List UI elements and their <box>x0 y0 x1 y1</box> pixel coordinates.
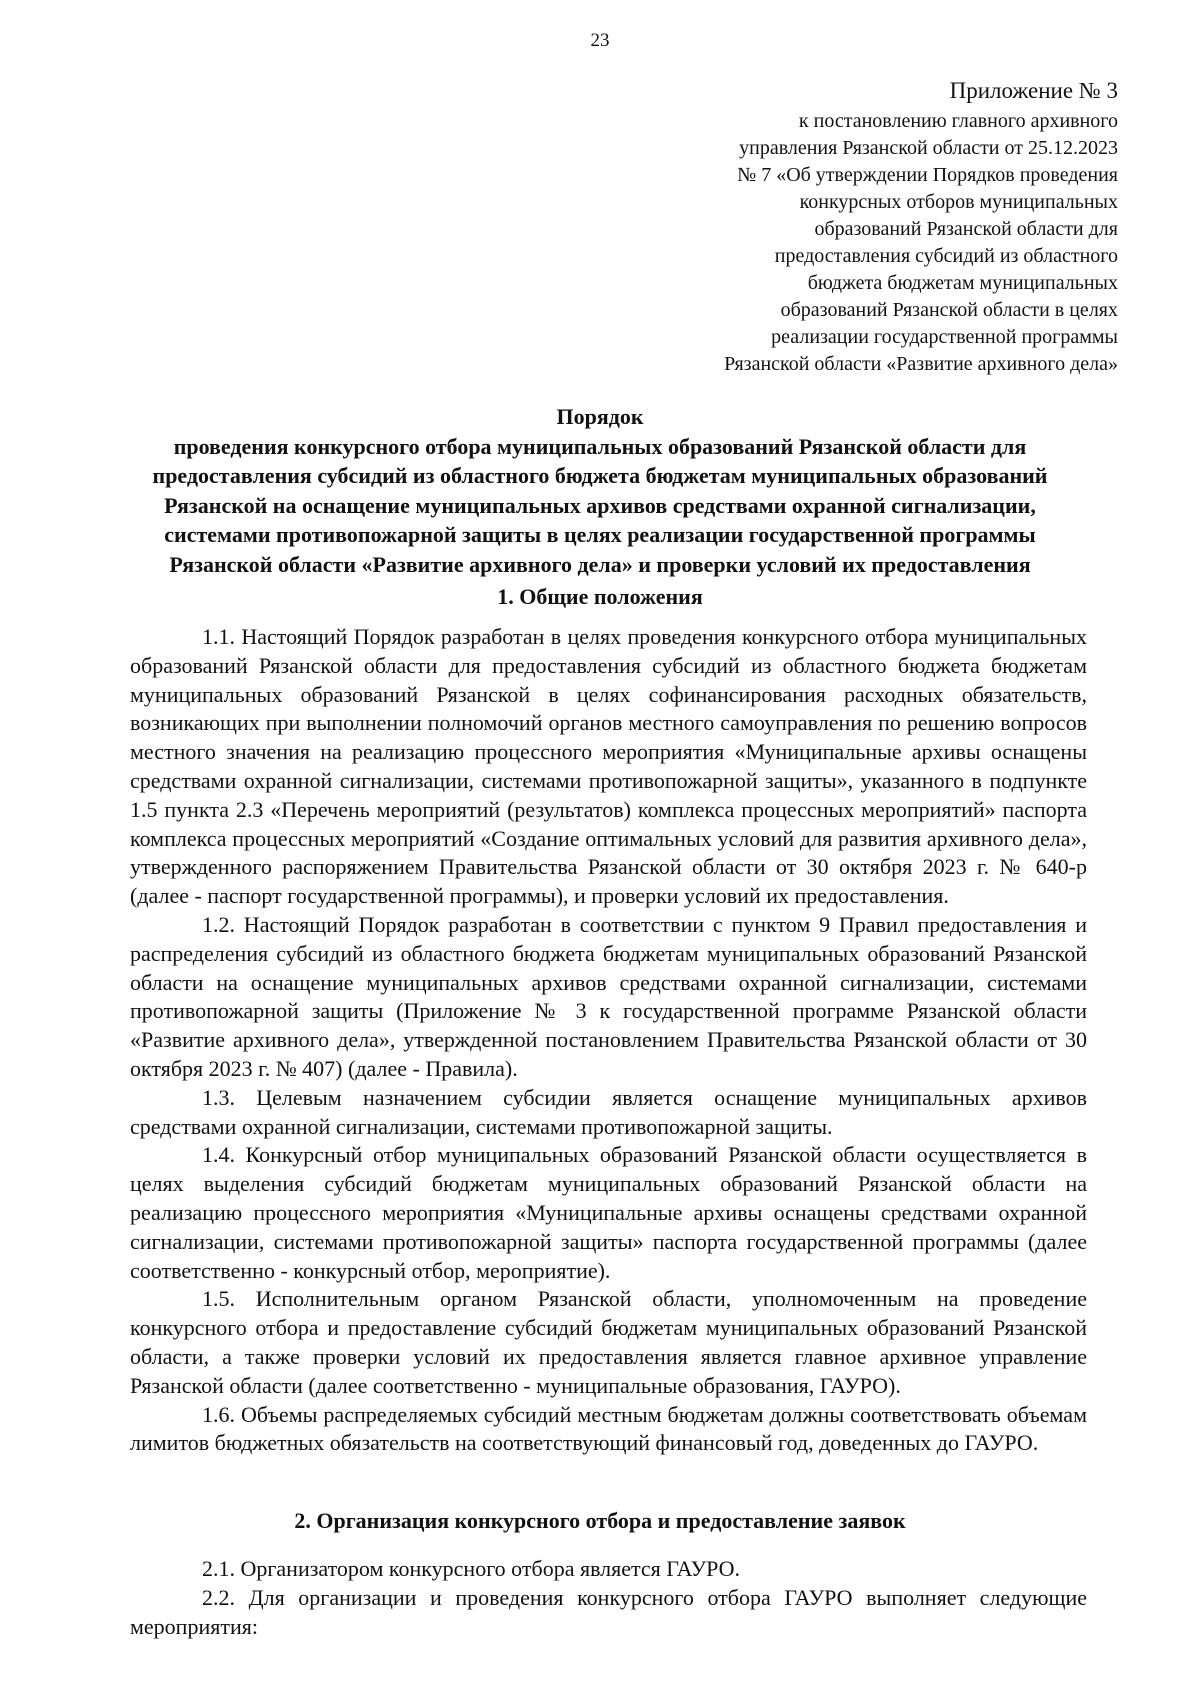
document-title-line: проведения конкурсного отбора муниципальных образований Рязанской области для <box>173 433 1027 459</box>
document-title <box>120 402 1080 579</box>
appendix-line: Рязанской области «Развитие архивного дела» <box>724 353 1118 375</box>
appendix-title: Приложение № 3 <box>949 78 1118 103</box>
paragraph-1-1: 1.1. Настоящий Порядок разработан в целях проведения конкурсного отбора муниципальных образований Рязанской области для предоставления субсидий из областного бюджета бюджетам муниципальных образований Рязанской в целях софинансирования расходных обязательств, возникающих при выполнении полномочий органов местного самоуправления по решению вопросов местного значения на реализацию процессного мероприятия «Муниципальные архивы оснащены средствами охранной сигнализации, системами противопожарной защиты», указанного в подпункте 1.5 пункта 2.3 «Перечень мероприятий (результатов) комплекса процессных мероприятий» паспорта комплекса процессных мероприятий «Создание оптимальных условий для развития архивного дела», утвержденного распоряжением Правительства Рязанской области от 30 октября 2023 г. № 640-р (далее - паспорт государственной программы), и проверки условий их предоставления. <box>130 624 1087 909</box>
section-heading-general: 1. Общие положения <box>497 584 703 609</box>
appendix-line: № 7 «Об утверждении Порядков проведения <box>737 164 1118 186</box>
document-title-line: Рязанской на оснащение муниципальных архивов средствами охранной сигнализации, <box>164 492 1036 518</box>
appendix-header <box>558 74 1118 378</box>
paragraph-1-6: 1.6. Объемы распределяемых субсидий местным бюджетам должны соответствовать объемам лимитов бюджетных обязательств на соответствующий финансовый год, доведенных до ГАУРО. <box>130 1401 1087 1456</box>
appendix-line: образований Рязанской области для <box>814 218 1118 240</box>
document-title-line: предоставления субсидий из областного бюджета бюджетам муниципальных образований <box>152 463 1048 488</box>
section-heading-organization: 2. Организация конкурсного отбора и предоставление заявок <box>294 1508 906 1533</box>
paragraph-2-2: 2.2. Для организации и проведения конкурсного отбора ГАУРО выполняет следующие мероприятия: <box>130 1584 1087 1639</box>
appendix-line: реализации государственной программы <box>771 326 1118 348</box>
paragraph-1-5: 1.5. Исполнительным органом Рязанской области, уполномоченным на проведение конкурсного отбора и предоставление субсидий бюджетам муниципальных образований Рязанской области, а также проверки условий их предоставления является главное архивное управление Рязанской области (далее соответственно - муниципальные образования, ГАУРО). <box>130 1286 1087 1398</box>
appendix-line: управления Рязанской области от 25.12.2023 <box>739 137 1118 159</box>
appendix-line: бюджета бюджетам муниципальных <box>807 272 1118 294</box>
paragraph-2-1: 2.1. Организатором конкурсного отбора является ГАУРО. <box>202 1556 741 1581</box>
document-title-line: системами противопожарной защиты в целях реализации государственной программы <box>164 522 1036 547</box>
section-body-general <box>130 623 1087 1458</box>
paragraph-1-4: 1.4. Конкурсный отбор муниципальных образований Рязанской области осуществляется в целях выделения субсидий бюджетам муниципальных образований Рязанской области на реализацию процессного мероприятия «Муниципальные архивы оснащены средствами охранной сигнализации, системами противопожарной защиты» паспорта государственной программы (далее соответственно - конкурсный отбор, мероприятие). <box>130 1142 1087 1283</box>
page-number: 23 <box>590 30 610 51</box>
paragraph-1-2: 1.2. Настоящий Порядок разработан в соответствии с пунктом 9 Правил предоставления и распределения субсидий из областного бюджета бюджетам муниципальных образований Рязанской области на оснащение муниципальных архивов средствами охранной сигнализации, системами противопожарной защиты (Приложение № 3 к государственной программе Рязанской области «Развитие архивного дела», утвержденной постановлением Правительства Рязанской области от 30 октября 2023 г. № 407) (далее - Правила). <box>130 911 1087 1081</box>
document-title-line: Рязанской области «Развитие архивного дела» и проверки условий их предоставления <box>169 551 1031 577</box>
appendix-line: конкурсных отборов муниципальных <box>799 191 1118 213</box>
appendix-line: образований Рязанской области в целях <box>780 299 1118 321</box>
appendix-line: предоставления субсидий из областного <box>774 245 1118 267</box>
section-body-organization <box>130 1555 1087 1641</box>
document-title-line: Порядок <box>556 404 644 429</box>
appendix-line: к постановлению главного архивного <box>798 110 1118 132</box>
paragraph-1-3: 1.3. Целевым назначением субсидии является оснащение муниципальных архивов средствами охранной сигнализации, системами противопожарной защиты. <box>130 1084 1087 1139</box>
